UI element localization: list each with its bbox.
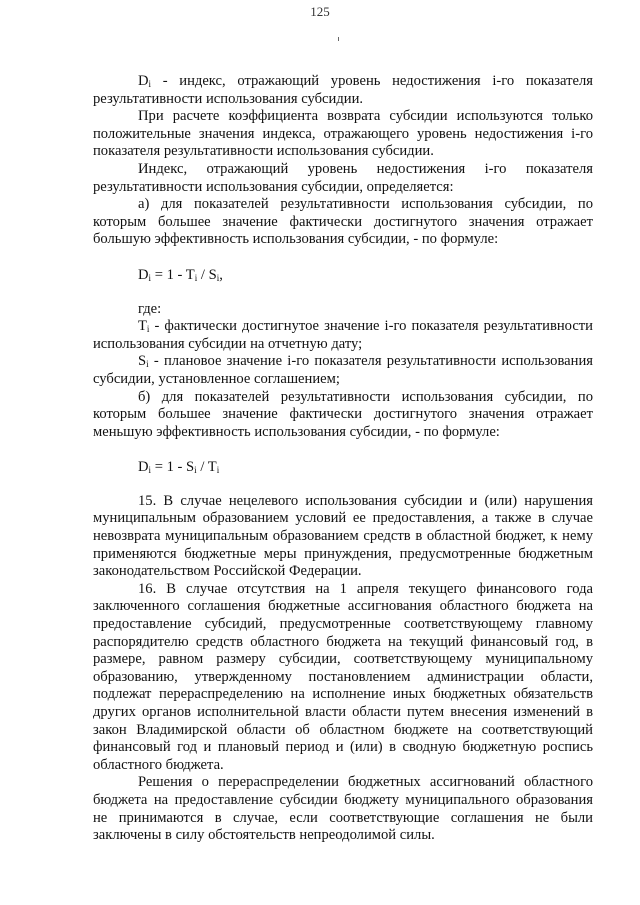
page-mark: [338, 37, 339, 41]
paragraph-d-definition: $D_i$ - индекс, отражающий уровень недостижения i-го показателя результативности использования субсидии.: [93, 73, 593, 107]
paragraph-16: 16. В случае отсутствия на 1 апреля текущего финансового года заключенного соглашения бюджетные ассигнования областного бюджета на предоставление субсидий, предусмотренные соответствующему главному распорядителю средств областного бюджета на текущий финансовый год, в размере, равном размеру субсидии, соответствующему муниципальному образованию, утвержденному постановлением администрации области, подлежат перераспределению на исполнение иных бюджетных обязательств других органов исполнительной власти области путем внесения изменений в закон Владимирской области об областном бюджете на соответствующий финансовый год и плановый период и (или) в сводную бюджетную роспись областного бюджета.: [93, 580, 593, 773]
paragraph-case-a: а) для показателей результативности использования субсидии, по которым большее значение фактически достигнутого значения отражает большую эффективность использования субсидии, - по формуле:: [93, 196, 593, 248]
paragraph-index-definition: Индекс, отражающий уровень недостижения i-го показателя результативности использования субсидии, определяется:: [93, 160, 593, 195]
paragraph-case-b: б) для показателей результативности использования субсидии, по которым большее значение фактически достигнутого значения отражает меньшую эффективность использования субсидии, - по формуле:: [93, 388, 593, 440]
paragraph-t-definition: $T_i$ - фактически достигнутое значение i-го показателя результативности использования субсидии на отчетную дату;: [93, 318, 593, 352]
paragraph-15: 15. В случае нецелевого использования субсидии и (или) нарушения муниципальным образованием условий ее предоставления, а также в случае невозврата муниципальным образованием средств в областной бюджет, к нему применяются бюджетные меры принуждения, предусмотренные бюджетным законодательством Российской Федерации.: [93, 492, 593, 580]
formula-a: $D_i = 1 - T_i / S_i$,: [138, 266, 223, 283]
document-body: [93, 73, 593, 845]
formula-b: $D_i = 1 - S_i / T_i$: [138, 459, 220, 476]
paragraph-s-definition: $S_i$ - плановое значение i-го показателя результативности использования субсидии, установленное соглашением;: [93, 353, 593, 387]
page-number: 125: [310, 4, 330, 19]
where-label: где:: [138, 300, 162, 317]
paragraph-decisions: Решения о перераспределении бюджетных ассигнований областного бюджета на предоставление субсидии бюджету муниципального образования не принимаются в случае, если соответствующие соглашения не были заключены в силу обстоятельств непреодолимой силы.: [93, 774, 593, 844]
paragraph-positive-values: При расчете коэффициента возврата субсидии используются только положительные значения индекса, отражающего уровень недостижения i-го показателя результативности использования субсидии.: [93, 108, 593, 160]
